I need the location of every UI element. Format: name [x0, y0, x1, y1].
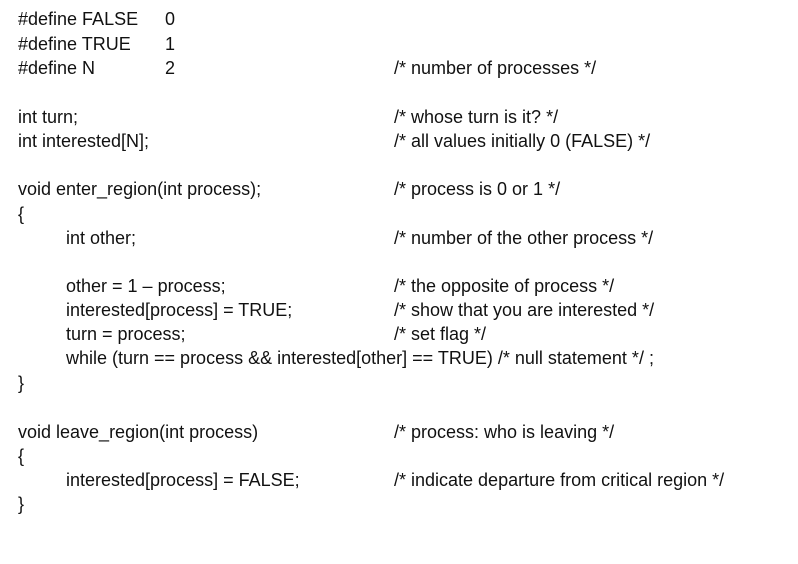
- code-comment: /* process is 0 or 1 */: [394, 179, 561, 199]
- code-line: [0, 105, 798, 129]
- code-text: other = 1 – process;: [66, 276, 226, 296]
- code-comment: /* number of the other process */: [394, 228, 654, 248]
- code-line: [0, 492, 798, 516]
- code-comment: /* indicate departure from critical region */: [394, 470, 725, 490]
- code-text: #define N: [18, 58, 96, 78]
- code-line: [0, 7, 798, 31]
- code-comment: /* number of processes */: [394, 58, 597, 78]
- code-text: while (turn == process && interested[other] == TRUE) /* null statement */ ;: [66, 348, 654, 368]
- code-comment: /* the opposite of process */: [394, 276, 615, 296]
- code-line: [0, 129, 798, 153]
- code-text: void leave_region(int process): [18, 422, 259, 442]
- code-text: interested[process] = TRUE;: [66, 300, 293, 320]
- define-value: 2: [165, 58, 176, 78]
- code-text: #define FALSE: [18, 9, 139, 29]
- code-line: [0, 346, 798, 370]
- code-line: [0, 177, 798, 201]
- code-text: {: [18, 204, 25, 224]
- code-line: [0, 274, 798, 298]
- code-text: int turn;: [18, 107, 79, 127]
- code-text: int interested[N];: [18, 131, 150, 151]
- code-text: {: [18, 446, 25, 466]
- code-text: }: [18, 494, 25, 514]
- code-line: [0, 322, 798, 346]
- code-comment: /* set flag */: [394, 324, 487, 344]
- code-line: [0, 444, 798, 468]
- code-line: [0, 468, 798, 492]
- code-line: [0, 56, 798, 80]
- code-text: int other;: [66, 228, 137, 248]
- code-line: [0, 298, 798, 322]
- code-comment: /* whose turn is it? */: [394, 107, 559, 127]
- code-line: [0, 202, 798, 226]
- code-line: [0, 226, 798, 250]
- code-line: [0, 371, 798, 395]
- code-line: [0, 32, 798, 56]
- define-value: 1: [165, 34, 176, 54]
- code-text: }: [18, 373, 25, 393]
- code-comment: /* all values initially 0 (FALSE) */: [394, 131, 651, 151]
- code-text: turn = process;: [66, 324, 186, 344]
- code-text: interested[process] = FALSE;: [66, 470, 300, 490]
- code-comment: /* show that you are interested */: [394, 300, 655, 320]
- code-text: void enter_region(int process);: [18, 179, 262, 199]
- define-value: 0: [165, 9, 176, 29]
- code-line: [0, 420, 798, 444]
- code-comment: /* process: who is leaving */: [394, 422, 615, 442]
- code-text: #define TRUE: [18, 34, 131, 54]
